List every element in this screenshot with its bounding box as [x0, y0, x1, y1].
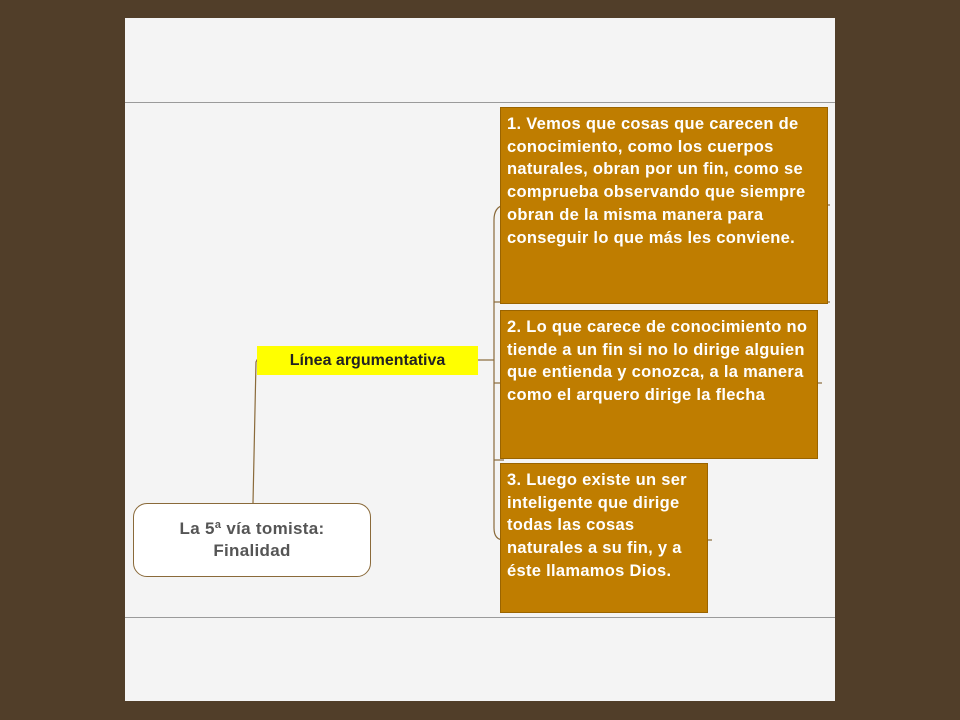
- branch-topic-label: Línea argumentativa: [289, 351, 446, 369]
- root-topic-node[interactable]: [133, 503, 371, 577]
- leaf-topic-2[interactable]: [500, 310, 818, 459]
- leaf-topic-1[interactable]: [500, 107, 828, 304]
- leaf-topic-3-text: 3. Luego existe un ser inteligente que dirige todas las cosas naturales a su fin, y a éste llamamos Dios.: [507, 471, 687, 580]
- leaf-topic-1-text: 1. Vemos que cosas que carecen de conocimiento, como los cuerpos naturales, obran por un fin, como se comprueba observando que siempre obran de la misma manera para conseguir lo que más les conviene.: [507, 115, 806, 247]
- leaf-topic-2-text: 2. Lo que carece de conocimiento no tiende a un fin si no lo dirige alguien que entienda y conozca, a la manera como el arquero dirige la flecha: [507, 318, 808, 405]
- root-to-branch-connector: [253, 356, 259, 503]
- root-topic-label: La 5ª vía tomista: Finalidad: [179, 519, 325, 560]
- branch-topic-node[interactable]: [257, 346, 478, 375]
- leaf-topic-3[interactable]: [500, 463, 708, 613]
